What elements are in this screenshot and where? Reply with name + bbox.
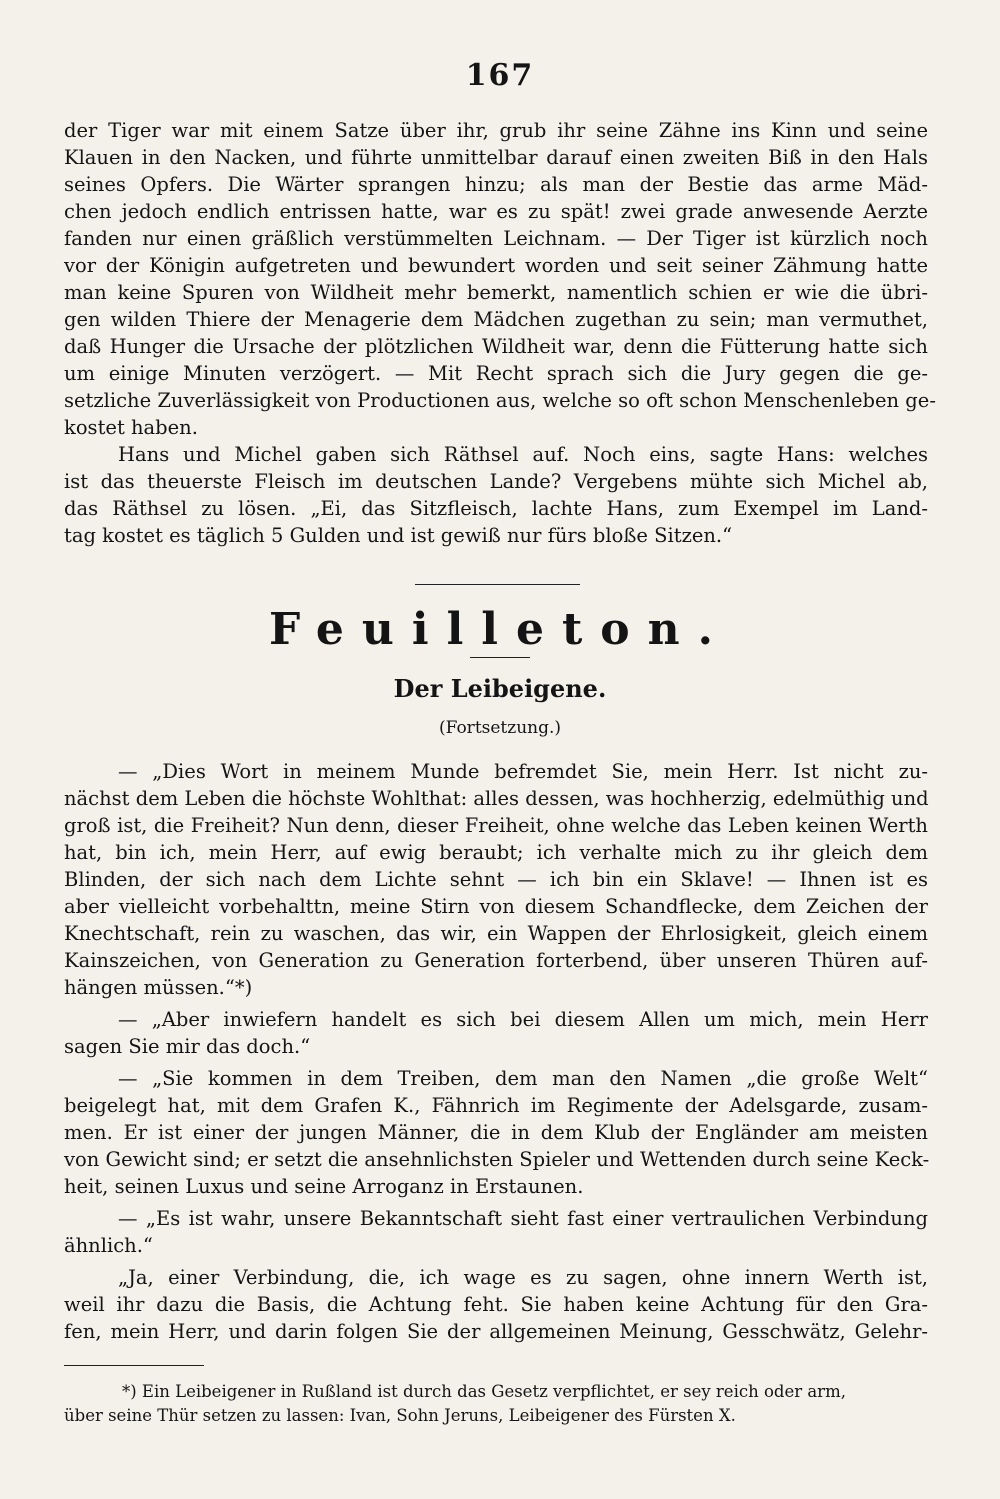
text-line: Hans und Michel gaben sich Räthsel auf. Noch eins, sagte Hans: welches bbox=[118, 443, 928, 466]
text-line: — „Es ist wahr, unsere Bekanntschaft sieht fast einer vertraulichen Verbindung bbox=[118, 1207, 928, 1230]
text-line: groß ist, die Freiheit? Nun denn, dieser Freiheit, ohne welche das Leben keinen Werth bbox=[64, 814, 928, 837]
text-line: vor der Königin aufgetreten und bewundert worden und seit seiner Zähmung hatte bbox=[64, 254, 928, 277]
heading-underline bbox=[470, 657, 530, 658]
text-line: man keine Spuren von Wildheit mehr bemerkt, namentlich schien er wie die übri- bbox=[64, 281, 928, 304]
text-line: Klauen in den Nacken, und führte unmittelbar darauf einen zweiten Biß in den Hals bbox=[64, 146, 928, 169]
text-line: von Gewicht sind; er setzt die ansehnlichsten Spieler und Wettenden durch seine Keck- bbox=[64, 1148, 930, 1171]
text-line: der Tiger war mit einem Satze über ihr, grub ihr seine Zähne ins Kinn und seine bbox=[64, 119, 928, 142]
text-line: hängen müssen.“*) bbox=[64, 976, 253, 999]
text-line: — „Sie kommen in dem Treiben, dem man den Namen „die große Welt“ bbox=[118, 1067, 928, 1090]
text-line: Knechtschaft, rein zu waschen, das wir, ein Wappen der Ehrlosigkeit, gleich einem bbox=[64, 922, 928, 945]
text-line: Blinden, der sich nach dem Lichte sehnt — ich bin ein Sklave! — Ihnen ist es bbox=[64, 868, 928, 891]
text-line: hat, bin ich, mein Herr, auf ewig beraubt; ich verhalte mich zu ihr gleich dem bbox=[64, 841, 928, 864]
text-line: fen, mein Herr, und darin folgen Sie der allgemeinen Meinung, Gesschwätz, Gelehr- bbox=[64, 1320, 928, 1343]
section-heading: Feuilleton. bbox=[269, 604, 731, 655]
text-line: kostet haben. bbox=[64, 416, 198, 439]
text-line: men. Er ist einer der jungen Männer, die in dem Klub der Engländer am meisten bbox=[64, 1121, 928, 1144]
text-line: sagen Sie mir das doch.“ bbox=[64, 1035, 311, 1058]
text-line: ist das theuerste Fleisch im deutschen Lande? Vergebens mühte sich Michel ab, bbox=[64, 470, 928, 493]
story-title: Der Leibeigene. bbox=[393, 674, 607, 703]
text-line: seines Opfers. Die Wärter sprangen hinzu; als man der Bestie das arme Mäd- bbox=[64, 173, 928, 196]
text-line: das Räthsel zu lösen. „Ei, das Sitzfleisch, lachte Hans, zum Exempel im Land- bbox=[64, 497, 928, 520]
text-line: weil ihr dazu die Basis, die Achtung feht. Sie haben keine Achtung für den Gra- bbox=[64, 1293, 928, 1316]
footnote-line: über seine Thür setzen zu lassen: Ivan, Sohn Jeruns, Leibeigener des Fürsten X. bbox=[64, 1406, 736, 1425]
page-number: 167 bbox=[465, 58, 535, 93]
footnote-line: *) Ein Leibeigener in Rußland ist durch das Gesetz verpflichtet, er sey reich oder arm, bbox=[122, 1382, 846, 1401]
text-line: tag kostet es täglich 5 Gulden und ist gewiß nur fürs bloße Sitzen.“ bbox=[64, 524, 733, 547]
text-line: — „Dies Wort in meinem Munde befremdet Sie, mein Herr. Ist nicht zu- bbox=[118, 760, 928, 783]
text-line: „Ja, einer Verbindung, die, ich wage es zu sagen, ohne innern Werth ist, bbox=[118, 1266, 928, 1289]
text-line: beigelegt hat, mit dem Grafen K., Fähnrich im Regimente der Adelsgarde, zusam- bbox=[64, 1094, 928, 1117]
text-line: aber vielleicht vorbehalttn, meine Stirn von diesem Schandflecke, dem Zeichen der bbox=[64, 895, 928, 918]
text-line: — „Aber inwiefern handelt es sich bei diesem Allen um mich, mein Herr bbox=[118, 1008, 928, 1031]
footnote-divider bbox=[64, 1365, 204, 1366]
text-line: chen jedoch endlich entrissen hatte, war es zu spät! zwei grade anwesende Aerzte bbox=[64, 200, 928, 223]
text-line: daß Hunger die Ursache der plötzlichen Wildheit war, denn die Fütterung hatte sich bbox=[64, 335, 928, 358]
text-line: ähnlich.“ bbox=[64, 1234, 153, 1257]
text-line: fanden nur einen gräßlich verstümmelten Leichnam. — Der Tiger ist kürzlich noch bbox=[64, 227, 928, 250]
section-divider bbox=[415, 584, 580, 585]
continuation-note: (Fortsetzung.) bbox=[438, 718, 562, 738]
text-line: heit, seinen Luxus und seine Arroganz in Erstaunen. bbox=[64, 1175, 584, 1198]
text-line: um einige Minuten verzögert. — Mit Recht sprach sich die Jury gegen die ge- bbox=[64, 362, 928, 385]
text-line: gen wilden Thiere der Menagerie dem Mädchen zugethan zu sein; man vermuthet, bbox=[64, 308, 928, 331]
text-line: setzliche Zuverlässigkeit von Productionen aus, welche so oft schon Menschenleben ge- bbox=[64, 389, 936, 412]
text-line: nächst dem Leben die höchste Wohlthat: alles dessen, was hochherzig, edelmüthig und bbox=[64, 787, 929, 810]
text-line: Kainszeichen, von Generation zu Generation forterbend, über unseren Thüren auf- bbox=[64, 949, 928, 972]
